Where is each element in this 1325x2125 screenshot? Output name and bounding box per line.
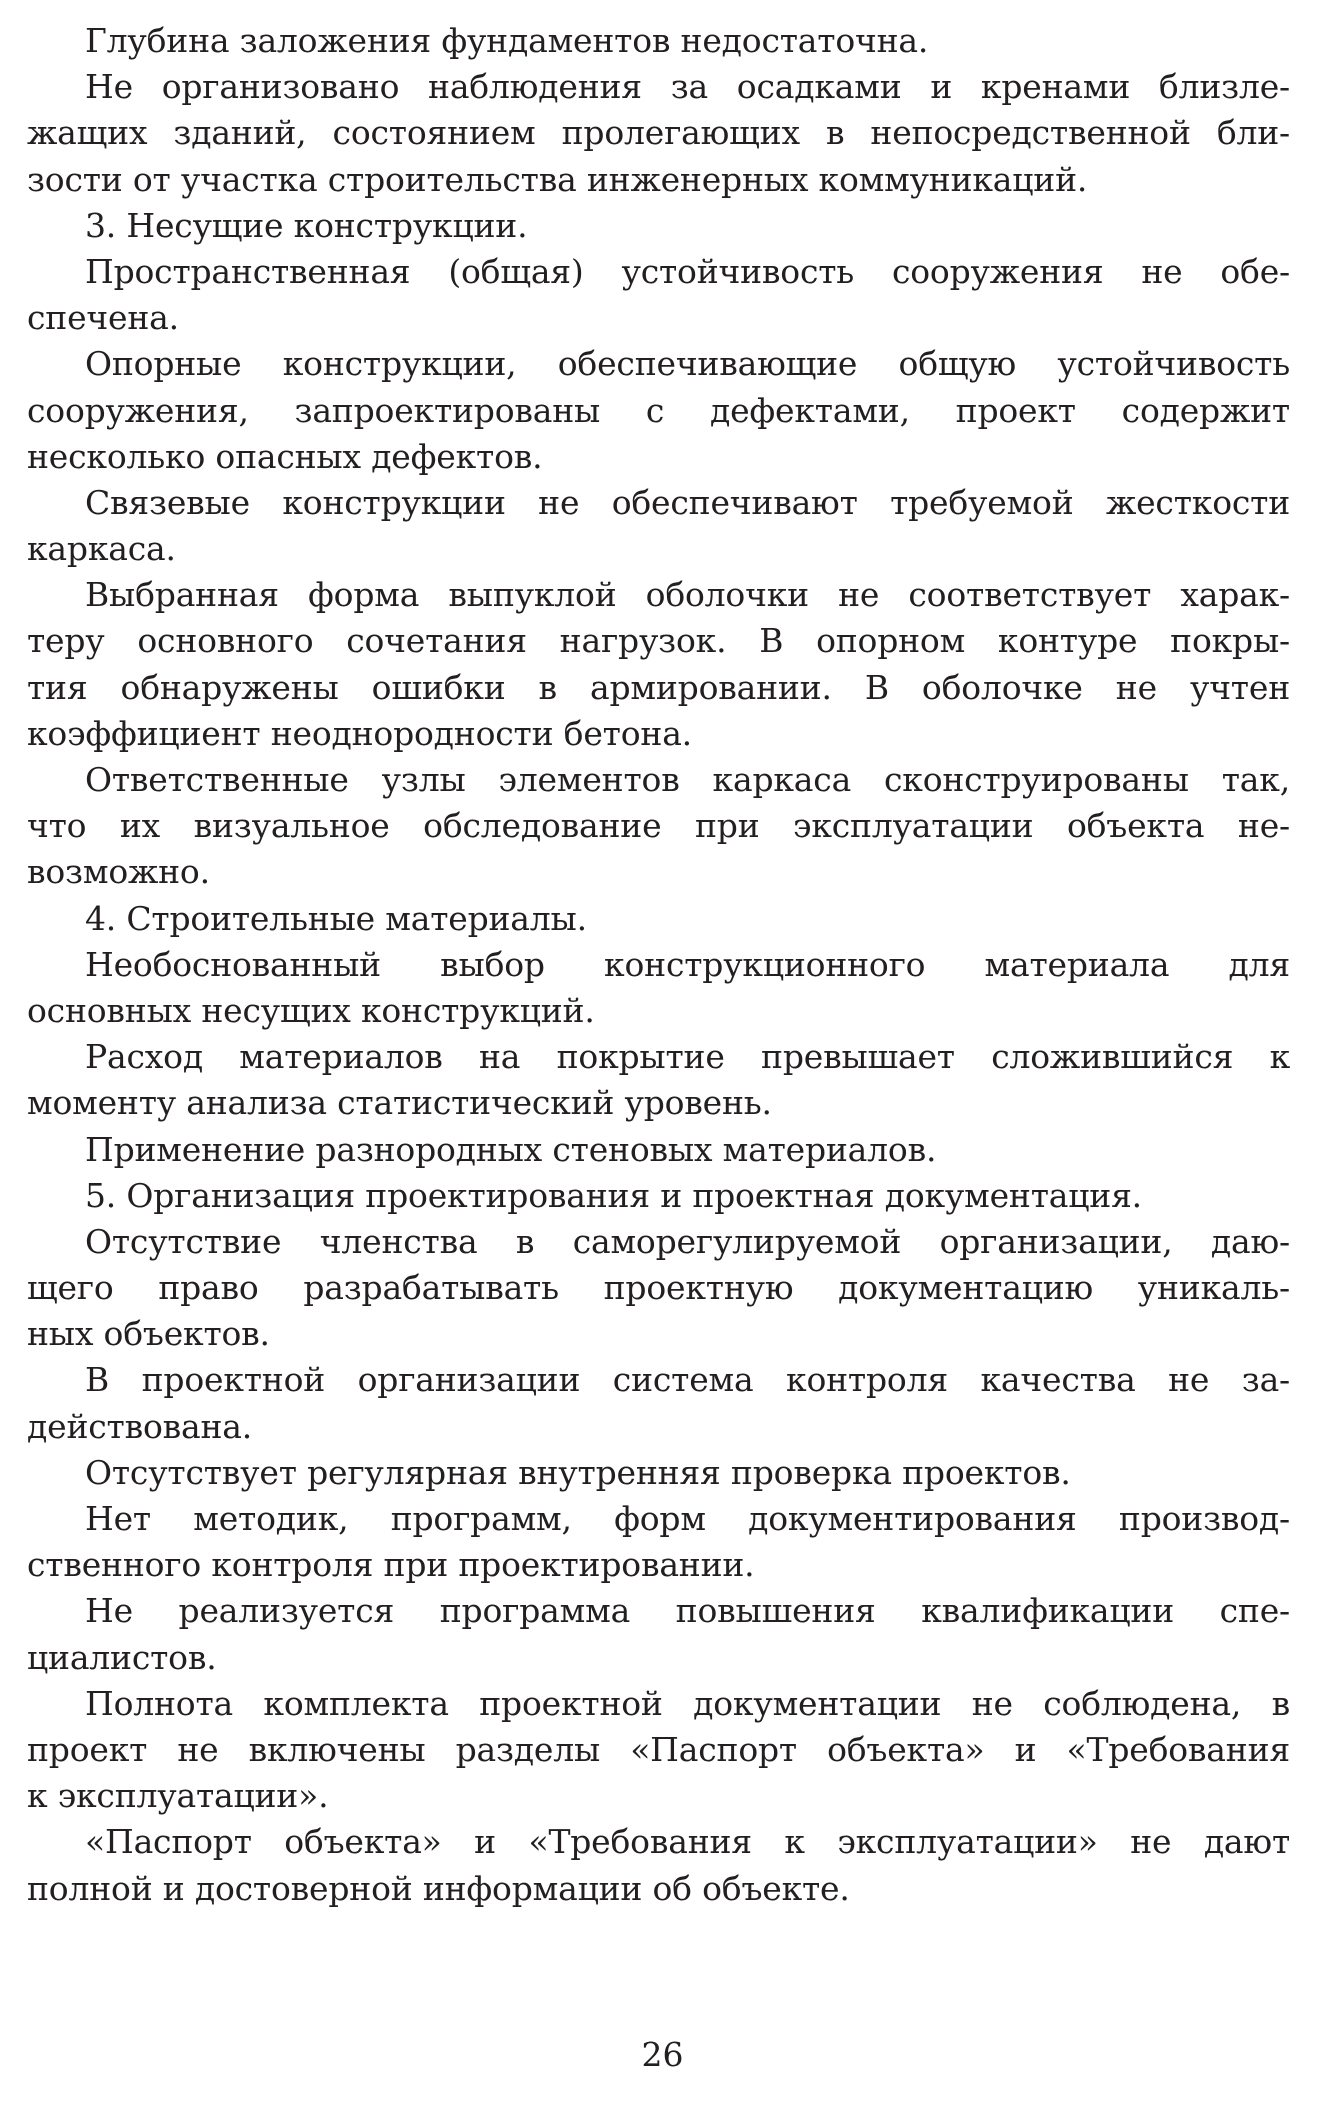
text-line: Глубина заложения фундаментов недостаточна.	[85, 21, 929, 60]
text-line: проект не включены разделы «Паспорт объекта» и «Требования	[27, 1729, 1290, 1769]
text-line: несколько опасных дефектов.	[27, 436, 543, 476]
text-line: Необоснованный выбор конструкционного материала для	[85, 944, 1290, 984]
text-line: коэффициент неоднородности бетона.	[27, 713, 692, 753]
text-line: тия обнаружены ошибки в армировании. В оболочке не учтен	[27, 667, 1290, 707]
text-line: сооружения, запроектированы с дефектами, проект содержит	[27, 390, 1290, 430]
text-line: 3. Несущие конструкции.	[85, 205, 528, 245]
text-line: 5. Организация проектирования и проектная документация.	[85, 1175, 1142, 1215]
text-line: ственного контроля при проектировании.	[27, 1545, 755, 1585]
text-line: 4. Строительные материалы.	[85, 898, 587, 938]
text-line: Опорные конструкции, обеспечивающие общую устойчивость	[85, 344, 1290, 384]
text-line: к эксплуатации».	[27, 1776, 329, 1816]
text-line: жащих зданий, состоянием пролегающих в непосредственной бли-	[27, 113, 1290, 153]
text-line: зости от участка строительства инженерных коммуникаций.	[27, 159, 1088, 199]
text-line: Расход материалов на покрытие превышает сложившийся к	[85, 1037, 1290, 1077]
text-line: полной и достоверной информации об объекте.	[27, 1868, 850, 1908]
text-line: Ответственные узлы элементов каркаса сконструированы так,	[85, 760, 1290, 799]
text-line: Не реализуется программа повышения квалификации спе-	[85, 1591, 1290, 1631]
text-line: Связевые конструкции не обеспечивают требуемой жесткости	[85, 482, 1290, 522]
text-line: спечена.	[27, 298, 179, 338]
text-line: Выбранная форма выпуклой оболочки не соответствует харак-	[85, 575, 1290, 615]
text-line: Отсутствует регулярная внутренняя проверка проектов.	[85, 1452, 1071, 1492]
text-line: Применение разнородных стеновых материалов.	[85, 1129, 937, 1169]
text-line: Нет методик, программ, форм документирования производ-	[85, 1499, 1290, 1538]
text-line: Отсутствие членства в саморегулируемой организации, даю-	[85, 1221, 1290, 1261]
text-line: В проектной организации система контроля качества не за-	[85, 1360, 1290, 1400]
page-body-text	[27, 18, 1290, 1912]
text-line: каркаса.	[27, 529, 176, 569]
text-line: теру основного сочетания нагрузок. В опорном контуре покры-	[27, 621, 1290, 661]
text-line: возможно.	[27, 852, 210, 892]
text-line: моменту анализа статистический уровень.	[27, 1083, 772, 1123]
page-number: 26	[641, 2035, 684, 2074]
text-line: циалистов.	[27, 1637, 217, 1677]
text-line: ных объектов.	[27, 1314, 270, 1354]
text-line: Пространственная (общая) устойчивость сооружения не обе-	[85, 251, 1290, 291]
text-line: Не организовано наблюдения за осадками и кренами близле-	[85, 67, 1290, 107]
text-line: «Паспорт объекта» и «Требования к эксплуатации» не дают	[85, 1822, 1290, 1862]
text-line: щего право разрабатывать проектную документацию уникаль-	[27, 1268, 1290, 1308]
text-line: действована.	[27, 1406, 253, 1446]
text-line: Полнота комплекта проектной документации не соблюдена, в	[85, 1683, 1290, 1723]
text-line: что их визуальное обследование при эксплуатации объекта не-	[27, 806, 1290, 846]
text-line: основных несущих конструкций.	[27, 990, 595, 1030]
